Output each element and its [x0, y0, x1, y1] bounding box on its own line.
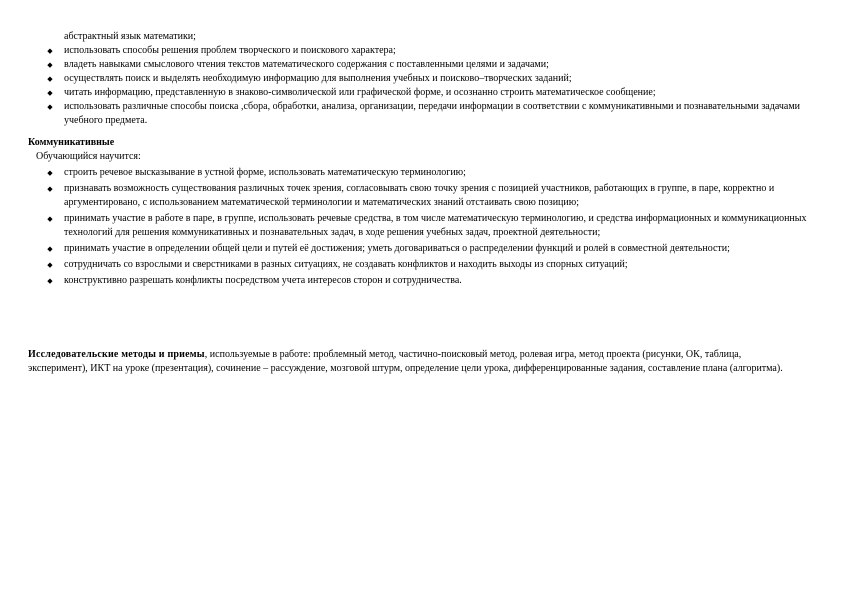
research-methods-text: , используемые в работе: проблемный метод, частично-поисковый метод, ролевая игра, метод проекта (рисунки, ОК, таблица, эксперимент), ИКТ на уроке (презентация), сочинение – рассуждение, мозговой штурм, определение цели урока, дифференцированные задания, составление плана (алгоритма).	[28, 349, 783, 374]
list-item	[47, 212, 809, 240]
bullet-diamond-icon: ◆	[47, 185, 53, 193]
communicative-skills-list	[47, 166, 809, 290]
list-item-text: принимать участие в определении общей цели и путей её достижения; уметь договариваться о распределении функций и ролей в совместной деятельности;	[64, 243, 730, 254]
cognitive-skills-list	[47, 44, 809, 128]
bullet-diamond-icon: ◆	[47, 75, 53, 83]
bullet-diamond-icon: ◆	[47, 169, 53, 177]
research-methods-heading: Исследовательские методы и приемы	[28, 349, 205, 360]
list-item	[47, 182, 809, 210]
list-item	[47, 274, 809, 288]
list-item	[47, 72, 809, 86]
list-item-text: использовать различные способы поиска ,сбора, обработки, анализа, организации, передачи информации в соответствии с коммуникативными и познавательными задачами учебного предмета.	[64, 101, 801, 126]
list-item-text: принимать участие в работе в паре, в группе, использовать речевые средства, в том числе математическую терминологию, и средства информационных и коммуникационных технологий для решения коммуникативных и познавательных задач, в ходе решения учебных задач, проектной деятельности;	[64, 213, 807, 238]
list-item	[47, 58, 809, 72]
bullet-diamond-icon: ◆	[47, 89, 53, 97]
list-item-text: признавать возможность существования различных точек зрения, согласовывать свою точку зрения с позицией участников, работающих в группе, в паре, корректно и аргументировано, с использованием математической терминологии и математических знаний отстаивать свою позицию;	[64, 183, 775, 208]
list-item	[47, 100, 809, 128]
bullet-diamond-icon: ◆	[47, 261, 53, 269]
section-intro: Обучающийся научится:	[36, 151, 141, 162]
list-item-text: читать информацию, представленную в знаково-символической или графической форме, и осознанно строить математическое сообщение;	[64, 87, 656, 98]
bullet-diamond-icon: ◆	[47, 47, 53, 55]
list-item-text: строить речевое высказывание в устной форме, использовать математическую терминологию;	[64, 167, 466, 178]
bullet-diamond-icon: ◆	[47, 277, 53, 285]
list-item	[47, 242, 809, 256]
list-item-text: использовать способы решения проблем творческого и поискового характера;	[64, 45, 396, 56]
continued-line: абстрактный язык математики;	[64, 31, 196, 42]
list-item	[47, 166, 809, 180]
research-methods-paragraph	[28, 348, 798, 376]
bullet-diamond-icon: ◆	[47, 61, 53, 69]
list-item-text: конструктивно разрешать конфликты посредством учета интересов сторон и сотрудничества.	[64, 275, 462, 286]
bullet-diamond-icon: ◆	[47, 245, 53, 253]
list-item-text: сотрудничать со взрослыми и сверстниками в разных ситуациях, не создавать конфликтов и находить выходы из спорных ситуаций;	[64, 259, 628, 270]
list-item	[47, 44, 809, 58]
list-item	[47, 86, 809, 100]
bullet-diamond-icon: ◆	[47, 215, 53, 223]
list-item-text: владеть навыками смыслового чтения текстов математического содержания с поставленными целями и задачами;	[64, 59, 549, 70]
section-heading-communicative: Коммуникативные	[28, 137, 115, 148]
list-item	[47, 258, 809, 272]
bullet-diamond-icon: ◆	[47, 103, 53, 111]
list-item-text: осуществлять поиск и выделять необходимую информацию для выполнения учебных и поисково–творческих заданий;	[64, 73, 572, 84]
